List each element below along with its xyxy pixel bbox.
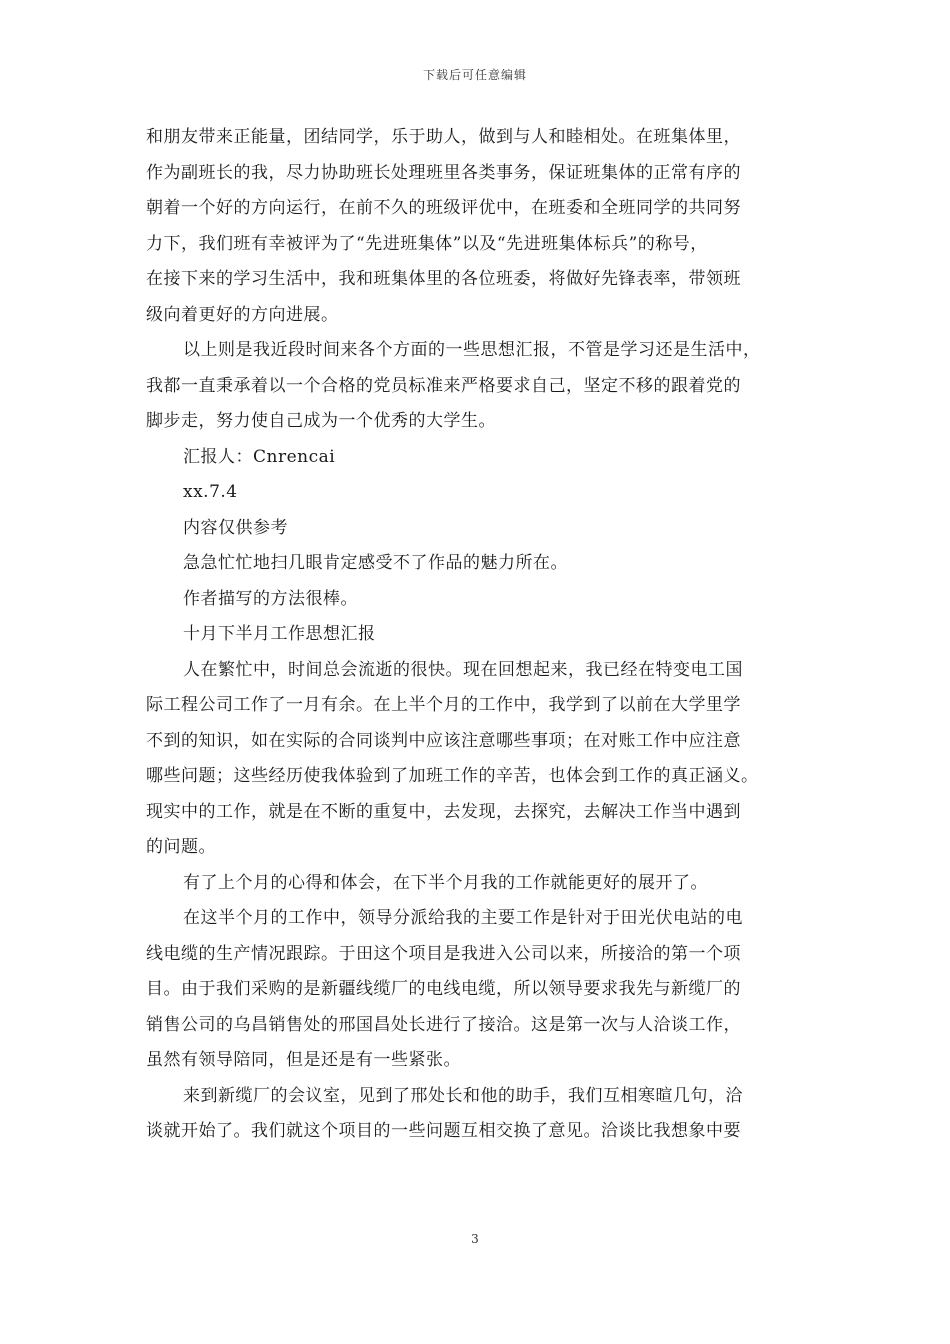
text-line: 哪些问题；这些经历使我体验到了加班工作的辛苦，也体会到工作的真正涵义。	[146, 766, 759, 786]
text-line: 际工程公司工作了一月有余。在上半个月的工作中，我学到了以前在大学里学	[146, 695, 741, 715]
text-line: 有了上个月的心得和体会，在下半个月我的工作就能更好的展开了。	[183, 872, 708, 893]
text-line: 汇报人：Cnrencai	[183, 446, 336, 467]
text-line: 目。由于我们采购的是新疆线缆厂的电线电缆，所以领导要求我先与新缆厂的	[146, 979, 741, 999]
text-line: 谈就开始了。我们就这个项目的一些问题互相交换了意见。洽谈比我想象中要	[146, 1121, 741, 1141]
text-line: 脚步走，努力使自己成为一个优秀的大学生。	[146, 411, 496, 431]
text-line: 级向着更好的方向进展。	[146, 304, 339, 325]
page-header: 下载后可任意编辑	[422, 68, 527, 82]
document-body	[146, 120, 810, 1150]
text-line: 来到新缆厂的会议室，见到了邢处长和他的助手，我们互相寒暄几句，洽	[183, 1085, 743, 1106]
text-line: 不到的知识，如在实际的合同谈判中应该注意哪些事项；在对账工作中应注意	[146, 730, 741, 751]
text-line: 线电缆的生产情况跟踪。于田这个项目是我进入公司以来，所接洽的第一个项	[146, 943, 741, 964]
text-line: 在这半个月的工作中，领导分派给我的主要工作是针对于田光伏电站的电	[183, 908, 743, 928]
text-line: 销售公司的乌昌销售处的邢国昌处长进行了接洽。这是第一次与人洽谈工作，	[146, 1014, 741, 1035]
page-number: 3	[471, 1232, 479, 1246]
text-line: 的问题。	[146, 837, 216, 857]
text-line: 内容仅供参考	[183, 517, 288, 538]
text-line: 急急忙忙地扫几眼肯定感受不了作品的魅力所在。	[183, 553, 568, 573]
text-line: 我都一直秉承着以一个合格的党员标准来严格要求自己，坚定不移的跟着党的	[146, 375, 741, 396]
text-line: 作者描写的方法很棒。	[183, 588, 358, 609]
text-line: 以上则是我近段时间来各个方面的一些思想汇报，不管是学习还是生活中，	[183, 340, 761, 360]
text-line: 朝着一个好的方向运行，在前不久的班级评优中，在班委和全班同学的共同努	[146, 198, 741, 218]
text-line: 虽然有领导陪同，但是还是有一些紧张。	[146, 1050, 461, 1070]
text-line: xx.7.4	[183, 482, 238, 502]
text-line: 和朋友带来正能量，团结同学，乐于助人，做到与人和睦相处。在班集体里，	[146, 127, 741, 147]
text-line: 十月下半月工作思想汇报	[183, 624, 376, 644]
text-line: 作为副班长的我，尽力协助班长处理班里各类事务，保证班集体的正常有序的	[146, 162, 741, 183]
text-line: 在接下来的学习生活中，我和班集体里的各位班委，将做好先锋表率，带领班	[146, 269, 741, 289]
text-line: 现实中的工作，就是在不断的重复中，去发现，去探究，去解决工作当中遇到	[146, 801, 741, 822]
text-line: 力下，我们班有幸被评为了“先进班集体”以及“先进班集体标兵”的称号，	[146, 233, 708, 254]
text-line: 人在繁忙中，时间总会流逝的很快。现在回想起来，我已经在特变电工国	[183, 659, 743, 680]
